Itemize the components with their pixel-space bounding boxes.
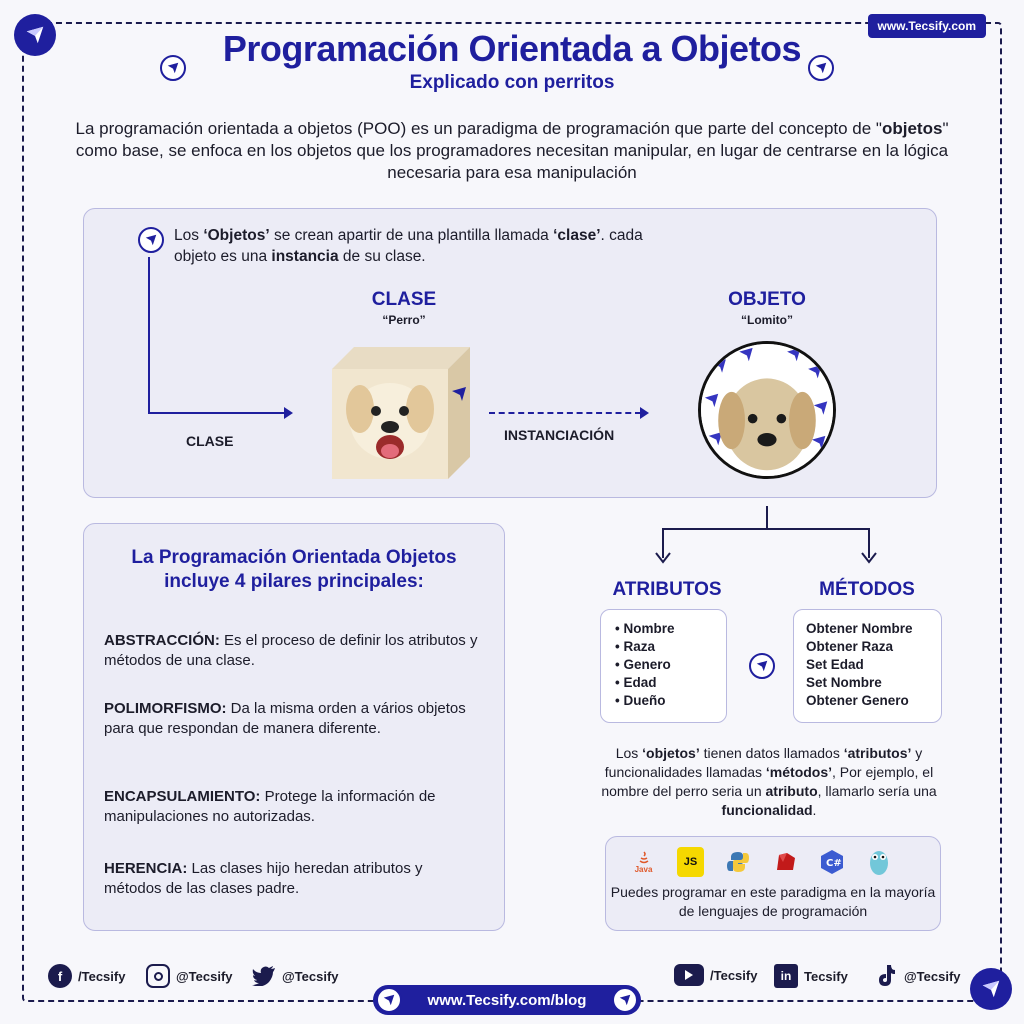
twitter-link[interactable]: @Tecsify <box>252 964 339 988</box>
arrow-down-icon <box>861 552 877 564</box>
ruby-icon <box>771 847 798 877</box>
method-item: Obtener Nombre <box>806 621 913 636</box>
pillars-heading: La Programación Orientada Objetos incluye 4 pilares principales: <box>131 547 457 592</box>
object-title: OBJETO <box>728 289 806 310</box>
arrow-down-icon <box>655 552 671 564</box>
arrow-right-icon <box>284 407 293 419</box>
class-name: “Perro” <box>382 313 426 327</box>
facebook-icon: f <box>48 964 72 988</box>
page-title: Programación Orientada a Objetos <box>222 28 802 69</box>
java-icon: Java <box>630 847 657 877</box>
intro-paragraph: La programación orientada a objetos (POO) es un paradigma de programación que parte del concepto de "objetos" como base, se enfoca en los objetos que los programadores necesitan manipular, en lugar de centrarse en la lógica necesaria para esa manipulación <box>75 119 949 182</box>
tree-line <box>766 506 768 530</box>
attribute-item: • Genero <box>615 656 712 674</box>
language-icons <box>630 847 892 877</box>
site-badge[interactable]: www.Tecsify.com <box>868 14 986 38</box>
tecsify-small-logo-icon <box>749 653 775 679</box>
tree-line <box>662 528 870 530</box>
csharp-icon <box>818 847 845 877</box>
class-object-description: Los ‘Objetos’ se crean apartir de una plantilla llamada ‘clase’. cada objeto es una instancia de su clase. <box>174 227 643 265</box>
attribute-item: • Edad <box>615 674 712 692</box>
tiktok-icon <box>874 964 898 988</box>
python-icon <box>724 847 751 877</box>
bracket-line <box>148 257 150 413</box>
attribute-item: • Raza <box>615 638 712 656</box>
pillar-polymorphism: POLIMORFISMO: Da la misma orden a vários objetos para que respondan de manera diferente. <box>104 700 466 737</box>
class-title: CLASE <box>371 289 437 310</box>
object-puppy-image <box>698 341 836 479</box>
linkedin-icon: in <box>774 964 798 988</box>
pillar-encapsulation: ENCAPSULAMIENTO: Protege la información de manipulaciones no autorizadas. <box>104 788 436 825</box>
class-object-card <box>83 208 937 498</box>
attribute-item: • Dueño <box>615 692 712 710</box>
youtube-link[interactable]: /Tecsify <box>674 964 757 986</box>
methods-title: MÉTODOS <box>819 579 915 600</box>
attributes-box <box>600 609 727 723</box>
attribute-item: • Nombre <box>615 620 712 638</box>
bracket-line <box>148 412 288 414</box>
methods-box <box>793 609 942 723</box>
svg-text:C#: C# <box>825 858 842 869</box>
youtube-icon <box>674 964 704 986</box>
facebook-link[interactable]: f /Tecsify <box>48 964 125 988</box>
tecsify-logo-icon <box>970 968 1012 1010</box>
page-subtitle: Explicado con perritos <box>409 72 615 93</box>
class-cube-image <box>332 347 470 479</box>
left-class-label: CLASE <box>186 433 234 449</box>
tecsify-small-logo-icon <box>376 987 402 1013</box>
tecsify-small-logo-icon <box>138 227 164 253</box>
tecsify-small-logo-icon <box>612 987 638 1013</box>
twitter-icon <box>252 964 276 988</box>
attributes-methods-explanation: Los ‘objetos’ tienen datos llamados ‘atributos’ y funcionalidades llamadas ‘métodos’, Por ejemplo, el nombre del perro seria un atributo, llamarlo sería una funcionalidad. <box>601 745 937 818</box>
method-item: Obtener Raza <box>806 639 894 654</box>
object-name: “Lomito” <box>741 313 793 327</box>
method-item: Set Nombre <box>806 675 882 690</box>
instantiation-label: INSTANCIACIÓN <box>504 427 615 443</box>
instagram-icon <box>146 964 170 988</box>
blog-link-bar[interactable]: www.Tecsify.com/blog <box>373 985 641 1015</box>
linkedin-link[interactable]: in Tecsify <box>774 964 848 988</box>
languages-text: Puedes programar en este paradigma en la mayoría de lenguajes de programación <box>610 884 936 919</box>
javascript-icon: JS <box>677 847 704 877</box>
pillar-inheritance: HERENCIA: Las clases hijo heredan atributos y métodos de las clases padre. <box>104 860 423 897</box>
languages-card <box>605 836 941 931</box>
instagram-link[interactable]: @Tecsify <box>146 964 233 988</box>
pillars-card <box>83 523 505 931</box>
method-item: Obtener Genero <box>806 693 909 708</box>
attributes-title: ATRIBUTOS <box>612 579 722 600</box>
tiktok-link[interactable]: @Tecsify <box>874 964 961 988</box>
instantiation-arrow <box>489 412 641 414</box>
go-icon <box>865 847 892 877</box>
method-item: Set Edad <box>806 657 864 672</box>
arrow-right-icon <box>640 407 649 419</box>
pillar-abstraction: ABSTRACCIÓN: Es el proceso de definir los atributos y métodos de una clase. <box>104 632 478 669</box>
